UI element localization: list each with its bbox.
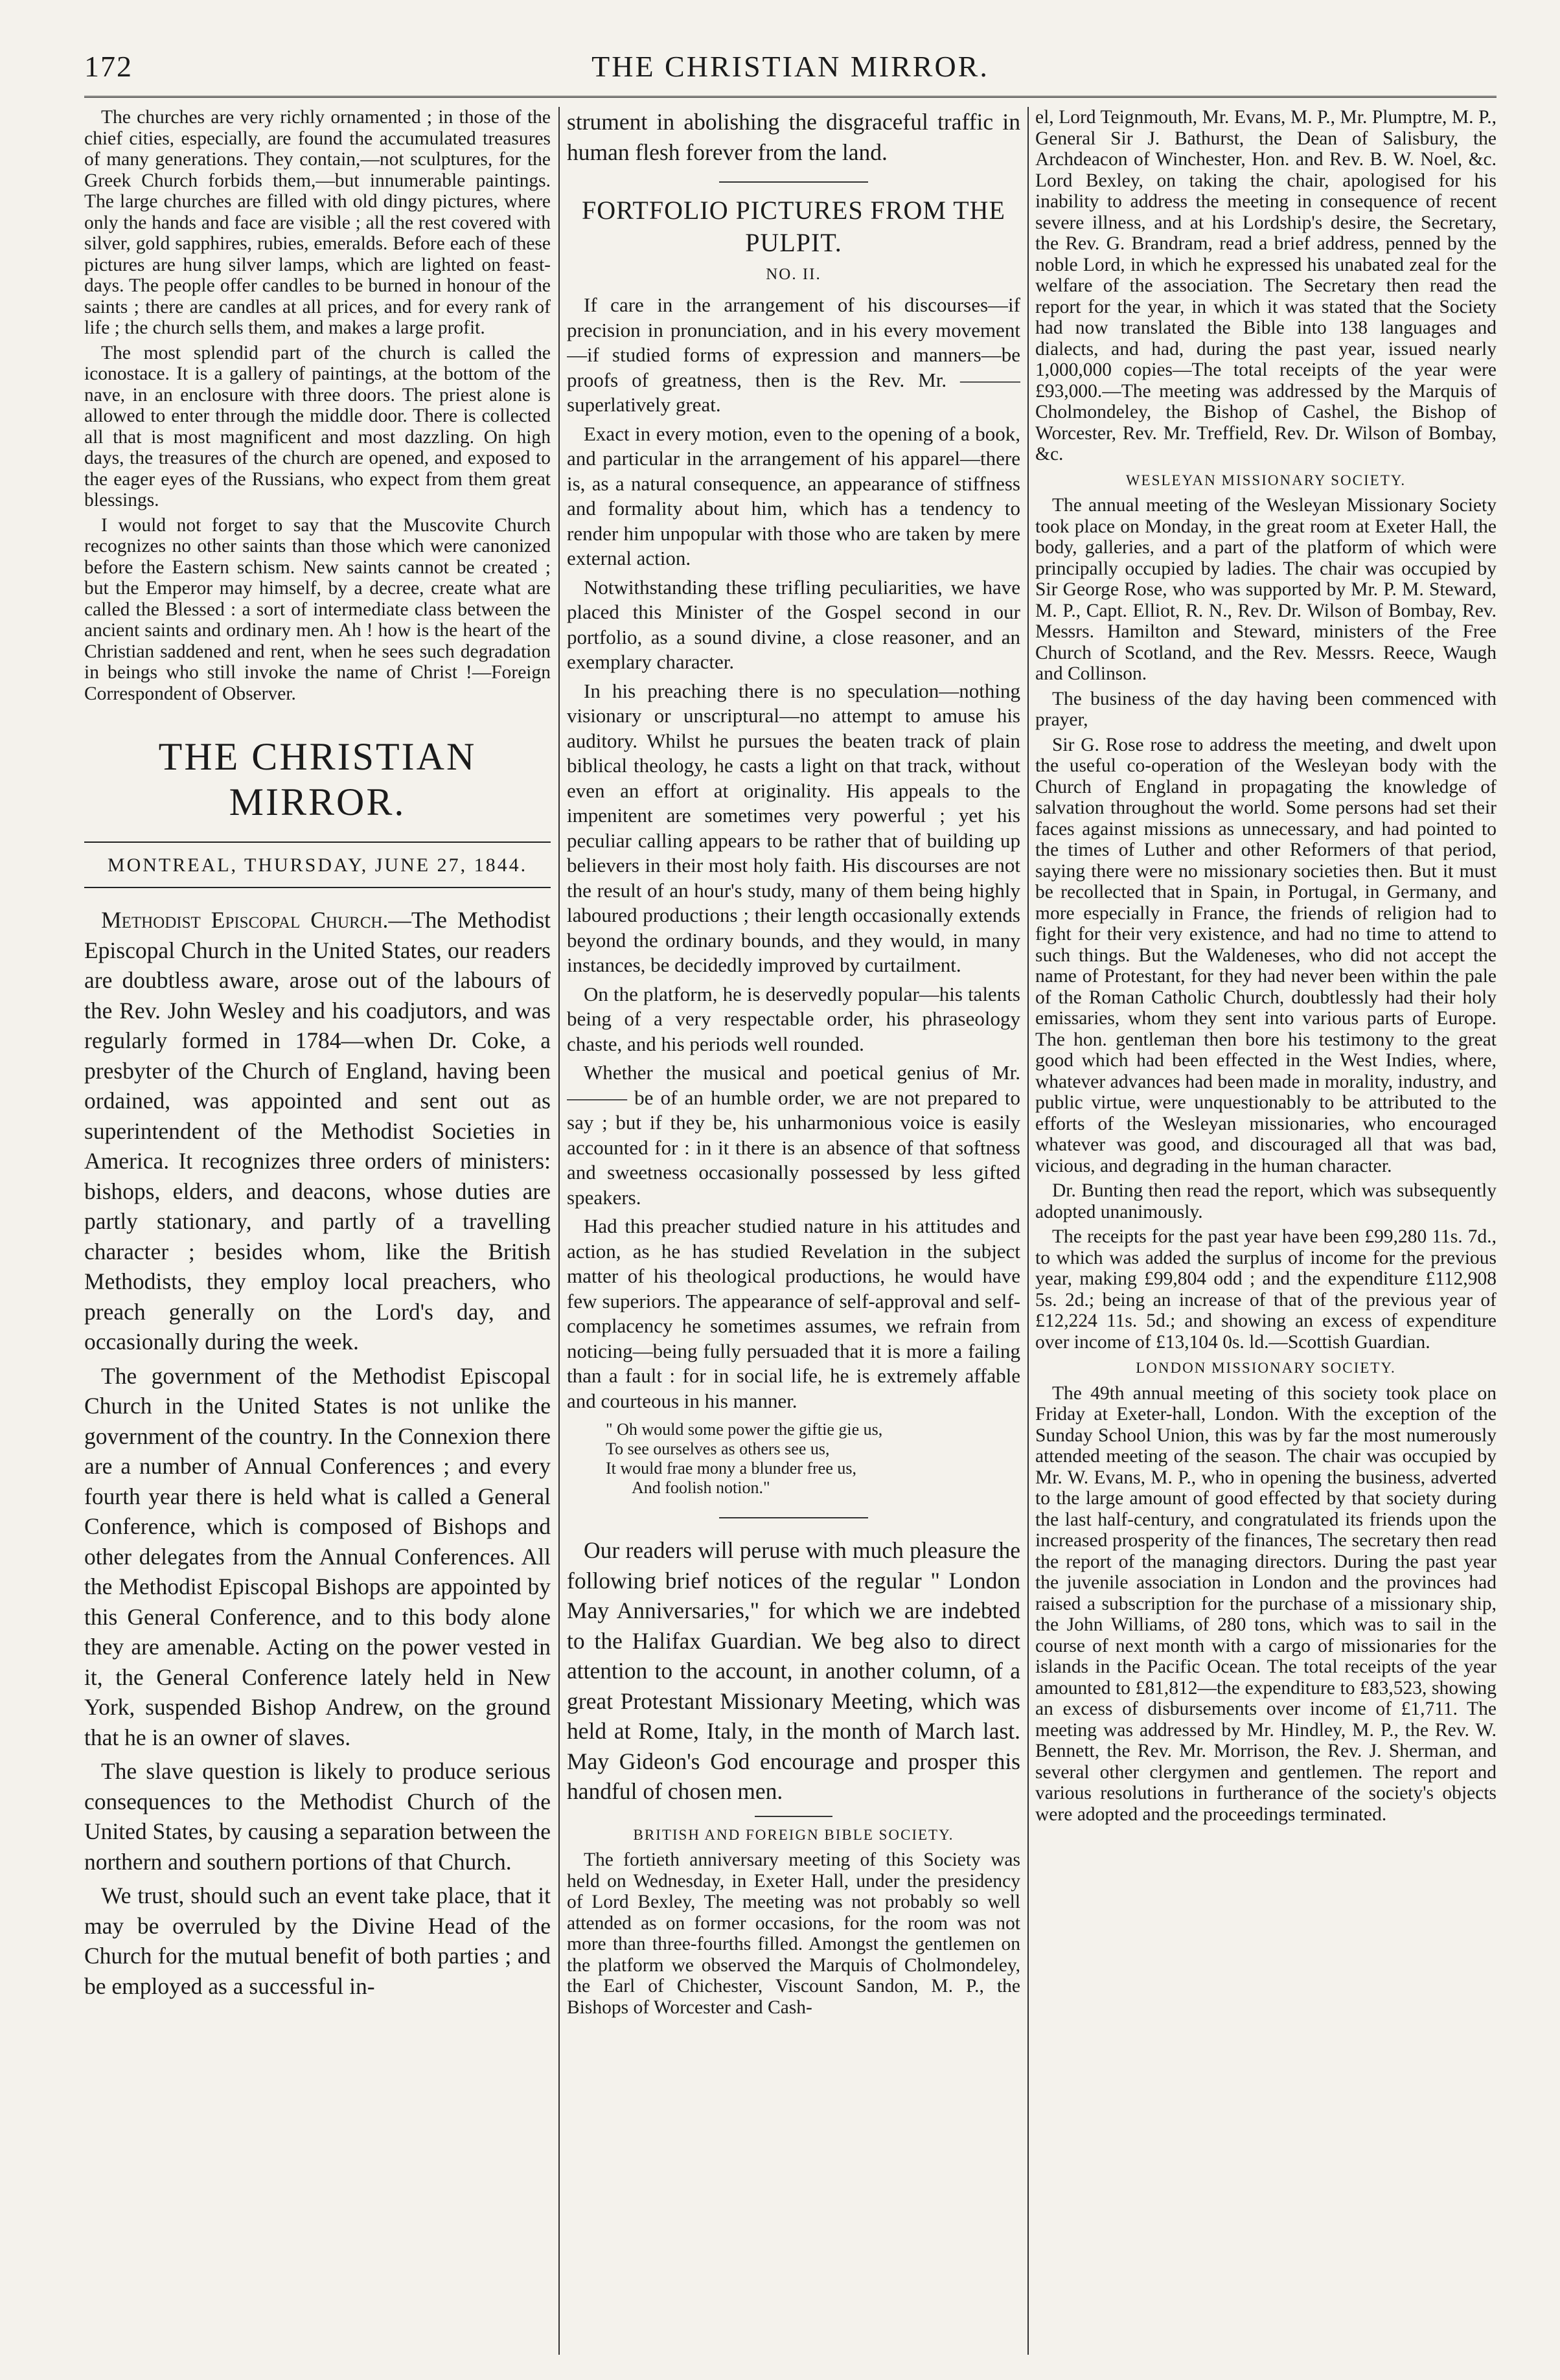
article-paragraph: The annual meeting of the Wesleyan Missionary Society took place on Monday, in the great room at Exeter Hall, the body, galleries, and a part of the platform of which were principally occupied by ladies. The chair was occupied by Sir George Rose, who was supported by Mr. P. M. Steward, M. P., Capt. Elliot, R. N., Rev. Dr. Wilson of Bombay, Rev. Messrs. Hamilton and Steward, ministers of the Free Church of Scotland, and the Rev. Messrs. Reece, Waugh and Collinson. [1035, 495, 1497, 684]
page-header [84, 40, 1497, 92]
editorial-text: —The Methodist Episcopal Church in the United States, our readers are doubtless aware, arose out of the labours of the Rev. John Wesley and his coadjutors, and was regularly formed in 1784—when Dr. Coke, a presbyter of the Church of England, having been ordained, was appointed and sent out as superintendent of the Methodist Societies in America. It recognizes three orders of ministers: bishops, elders, and deacons, whose duties are partly stationary, and partly of a travelling character ; besides whom, like the British Methodists, they employ local preachers, who preach generally on the Lord's day, and occasionally during the week. [84, 907, 551, 1355]
masthead-title: THE CHRISTIAN MIRROR. [158, 735, 477, 823]
poem-quote [606, 1420, 1020, 1498]
article-paragraph: On the platform, he is deservedly popular—his talents being of a very respectable order, his phraseology chaste, and his periods well rounded. [567, 982, 1020, 1055]
article-paragraph: The receipts for the past year have been £99,280 11s. 7d., to which was added the surplus of income for the previous year, making £99,804 odd ; and the expenditure £112,908 5s. 2d.; being an increase of that of the previous year of £12,224 11s. 5d.; and showing an excess of expenditure over income of £13,104 0s. ld.—Scottish Guardian. [1035, 1226, 1497, 1353]
article-paragraph: In his preaching there is no speculation—nothing visionary or unscriptural—no attempt to amuse his auditory. Whilst he pursues the beaten track of plain biblical theology, he casts a light on that track, without even an effort at originality. His appeals to the impenitent are sometimes very powerful ; yet his peculiar calling appears to be rather that of building up believers in their most holy faith. His discourses are not the result of an hour's study, many of them being highly laboured productions ; their length occasionally extends beyond the ordinary bounds, and they would, in many instances, be decidedly improved by curtailment. [567, 679, 1020, 976]
article-paragraph: We trust, should such an event take place, that it may be overruled by the Divine Head of the Church for the mutual benefit of both parties ; and be employed as a successful in- [84, 1882, 551, 1999]
london-heading: LONDON MISSIONARY SOCIETY. [1136, 1360, 1396, 1376]
bible-society-heading: BRITISH AND FOREIGN BIBLE SOCIETY. [633, 1826, 954, 1843]
wesleyan-heading: WESLEYAN MISSIONARY SOCIETY. [1125, 472, 1406, 488]
article-paragraph: Whether the musical and poetical genius of Mr. ——— be of an humble order, we are not prepared to say ; but if they be, his unharmonious voice is easily accounted for : in it there is an absence of that softness and sweetness occasionally possessed by less gifted speakers. [567, 1061, 1020, 1209]
article-paragraph: The business of the day having been commenced with prayer, [1035, 688, 1497, 730]
header-rule [84, 96, 1497, 98]
portfolio-title: FORTFOLIO PICTURES FROM THE PULPIT. [582, 196, 1005, 257]
article-paragraph: The government of the Methodist Episcopal Church in the United States is not unlike the government of the country. In the Connexion there are a number of Annual Conferences ; and every fourth year there is held what is called a General Conference, which is composed of Bishops and other delegates from the Annual Conferences. All the Methodist Episcopal Bishops are appointed by this General Conference, and to this body alone they are amenable. Acting on the power vested in it, the General Conference lately held in New York, suspended Bishop Andrew, on the ground that he is an owner of slaves. [84, 1362, 551, 1750]
masthead-rule [84, 887, 551, 888]
running-title: THE CHRISTIAN MIRROR. [591, 50, 989, 83]
article-paragraph: el, Lord Teignmouth, Mr. Evans, M. P., Mr. Plumptre, M. P., General Sir J. Bathurst, the Dean of Salisbury, the Archdeacon of Winchester, Hon. and Rev. B. W. Noel, &c. Lord Bexley, on taking the chair, apologised for his inability to address the meeting in consequence of recent severe illness, and at his Lordship's desire, the Secretary, the Rev. G. Brandram, read a brief address, penned by the noble Lord, in which he expressed his unabated zeal for the welfare of the association. The Secretary then read the report for the year, in which it was stated that the Society had now translated the Bible into 138 languages and dialects, and had, during the past year, issued nearly 1,000,000 copies—The total receipts of the year were £93,000.—The meeting was addressed by the Marquis of Cholmondeley, the Bishop of Cashel, the Bishop of Worcester, Rev. Mr. Treffield, Rev. Dr. Wilson of Bombay, &c. [1035, 107, 1497, 464]
article-paragraph: Notwithstanding these trifling peculiarities, we have placed this Minister of the Gospel second in our portfolio, as a sound divine, a close reasoner, and an exemplary character. [567, 575, 1020, 673]
column-2 [567, 107, 1020, 2355]
poem-line: It would frae mony a blunder free us, [606, 1459, 856, 1478]
article-paragraph: The churches are very richly ornamented ; in those of the chief cities, especially, are found the accumulated treasures of many generations. They contain,—not sculptures, for the Greek Church forbids them,—but innumerable paintings. The large churches are filled with old dingy pictures, where only the hands and face are visible ; all the rest covered with silver, gold sapphires, rubies, emeralds. Before each of these pictures are hung silver lamps, which are lighted on feast-days. The people offer candles to be burned in honour of the saints ; there are candles at all prices, and for every rank of life ; the church sells them, and makes a large profit. [84, 107, 551, 338]
article-paragraph: Our readers will peruse with much pleasure the following brief notices of the regular " London May Anniversaries," for which we are indebted to the Halifax Guardian. We beg also to direct attention to the account, in another column, of a great Protestant Missionary Meeting, which was held at Rome, Italy, in the month of March last. May Gideon's God encourage and prosper this handful of chosen men. [567, 1537, 1020, 1804]
column-3 [1035, 107, 1497, 2355]
editorial-lead: Methodist Episcopal Church. [101, 907, 389, 933]
poem-line: And foolish notion." [632, 1478, 770, 1497]
russian-church-article [84, 107, 551, 704]
column-divider [1027, 107, 1029, 2355]
article-paragraph: Sir G. Rose rose to address the meeting, and dwelt upon the useful co-operation of the Wesleyan body with the Church of England in propagating the knowledge of salvation throughout the world. Some persons had set their faces against missions as unnecessary, and had pointed to the times of Luther and other Reformers of that period, saying there were no missionary societies then. But it must be recollected that in Spain, in Portugal, in Germany, and more especially in France, the friends of religion had to fight for their very existence, and had no time to attend to such things. But the Waldeneses, who did not accept the name of Protestant, for they had never been within the pale of the Roman Catholic Church, doubtlessly had their holy emissaries, whom they sent into various parts of Europe. The hon. gentleman then bore his testimony to the great good which had been effected in the West Indies, where, whatever advances had been made in morality, industry, and public virtue, were unquestionably to be attributed to the efforts of the Wesleyan missionaries, who encouraged whatever was good, and discouraged all that was bad, vicious, and degrading in the human character. [1035, 734, 1497, 1176]
portfolio-article [567, 293, 1020, 1413]
column-divider [558, 107, 560, 2355]
article-paragraph: The 49th annual meeting of this society took place on Friday at Exeter-hall, London. With the exception of the Sunday School Union, this was by far the most numerously attended meeting of the season. The chair was occupied by Mr. W. Evans, M. P., who in opening the business, adverted to the large amount of good effected by that society during the last half-century, and congratulated its friends upon the increased prosperity of the finances, The secretary then read the report of the managing directors. During the past year the juvenile association in London and the provinces had raised a subscription for the purchase of a missionary ship, the John Williams, of 280 tons, which was to sail in the course of next month with a cargo of missionaries for the islands in the Pacific Ocean. The total receipts of the year amounted to £81,812—the expenditure to £83,523, showing an excess of disbursements over income of £1,711. The meeting was addressed by Mr. Hindley, M. P., the Rev. W. Bennett, the Rev. Mr. Morrison, the Rev. J. Sherman, and several other clergymen and gentlemen. The report and various resolutions in furtherance of the society's objects were adopted and the proceedings terminated. [1035, 1382, 1497, 1825]
article-paragraph: Dr. Bunting then read the report, which was subsequently adopted unanimously. [1035, 1180, 1497, 1222]
page-number: 172 [84, 50, 133, 83]
portfolio-number: NO. II. [766, 266, 821, 283]
methodist-editorial [84, 905, 551, 2001]
poem-line: " Oh would some power the giftie gie us, [606, 1420, 883, 1439]
article-paragraph: strument in abolishing the disgraceful traffic in human flesh forever from the land. [567, 109, 1020, 165]
article-paragraph: The most splendid part of the church is called the iconostace. It is a gallery of paintings, at the bottom of the nave, in an enclosure with three doors. The priest alone is allowed to enter through the middle door. There is collected all that is most magnificent and most dazzling. On high days, the treasures of the church are opened, and exposed to the eager eyes of the Russians, who expect from them great blessings. [84, 342, 551, 510]
section-divider [719, 181, 868, 183]
column-1 [84, 107, 551, 2355]
article-paragraph [84, 905, 551, 1357]
masthead-date: MONTREAL, THURSDAY, JUNE 27, 1844. [107, 854, 528, 876]
article-paragraph: The slave question is likely to produce serious consequences to the Methodist Church of the United States, by causing a separation between the northern and southern portions of that Church. [84, 1758, 551, 1875]
masthead-rule [84, 841, 551, 843]
section-divider [719, 1517, 868, 1518]
poem-line: To see ourselves as others see us, [606, 1439, 830, 1458]
article-paragraph: I would not forget to say that the Muscovite Church recognizes no other saints than those which were canonized before the Eastern schism. New saints cannot be created ; but the Emperor may himself, by a decree, create what are called the Blessed : a sort of intermediate class between the ancient saints and ordinary men. Ah ! how is the heart of the Christian saddened and rent, when he sees such degradation in beings who still invoke the name of Christ !—Foreign Correspondent of Observer. [84, 514, 551, 704]
article-paragraph: The fortieth anniversary meeting of this Society was held on Wednesday, in Exeter Hall, under the presidency of Lord Bexley, The meeting was not probably so well attended as on former occasions, for the room was not more than three-fourths filled. Amongst the gentlemen on the platform we observed the Marquis of Cholmondeley, the Earl of Chichester, Viscount Sandon, M. P., the Bishops of Worcester and Cash- [567, 1849, 1020, 2018]
article-paragraph: If care in the arrangement of his discourses—if precision in pronunciation, and in his every movement—if studied forms of expression and manners—be proofs of greatness, then is the Rev. Mr. ——— superlatively great. [567, 293, 1020, 416]
article-paragraph: Exact in every motion, even to the opening of a book, and particular in the arrangement of his apparel—there is, as a natural consequence, an appearance of stiffness and formality about him, which has a tendency to render him unpopular with those who are taken by mere external action. [567, 422, 1020, 569]
article-paragraph: Had this preacher studied nature in his attitudes and action, as he has studied Revelation in the subject matter of his theological productions, he would have few superiors. The appearance of self-approval and self-complacency he sometimes assumes, we refrain from noticing—being fully persuaded that it is more a failing than a fault : for in social life, he is extremely affable and courteous in his manner. [567, 1215, 1020, 1412]
section-divider [755, 1816, 832, 1817]
